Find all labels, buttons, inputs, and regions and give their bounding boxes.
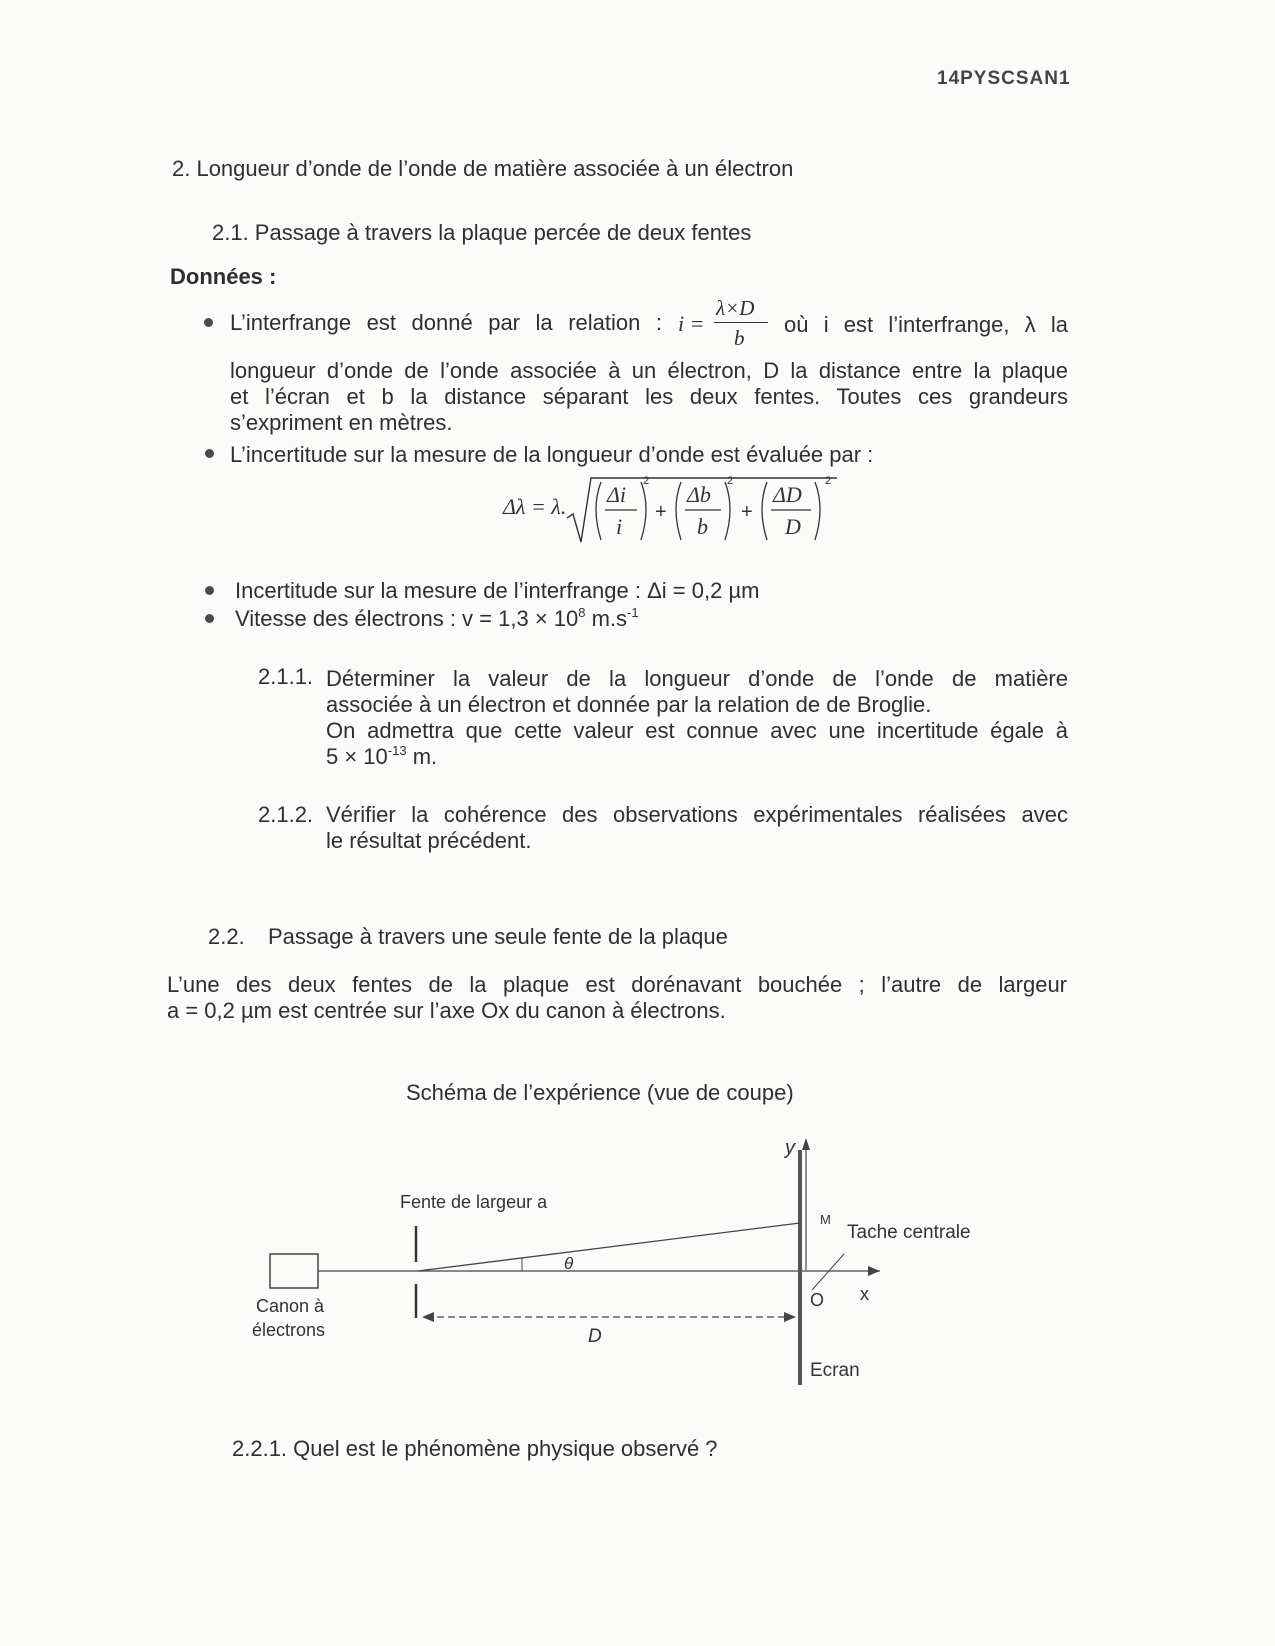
formula-i-numerator: λ×D bbox=[716, 296, 755, 320]
formula-i-fraction-bar bbox=[714, 322, 768, 323]
bullet-1-tail: où i est l’interfrange, λ la bbox=[784, 312, 1068, 337]
q211-line-2: associée à un électron et donnée par la relation de de Broglie. bbox=[326, 692, 932, 717]
label-O: O bbox=[810, 1290, 825, 1310]
label-x: x bbox=[860, 1284, 869, 1304]
bullet-3-dot bbox=[205, 586, 214, 595]
distance-D-arrow-left bbox=[422, 1312, 434, 1322]
para-2-2-line-1: L’une des deux fentes de la plaque est dorénavant bouchée ; l’autre de largeur bbox=[167, 972, 1067, 997]
label-D: D bbox=[588, 1326, 602, 1347]
q211-line-1: Déterminer la valeur de la longueur d’onde de l’onde de matière bbox=[326, 666, 1068, 691]
bullet-1-lead: L’interfrange est donné par la relation : bbox=[230, 310, 662, 335]
term-3-denominator: D bbox=[785, 514, 801, 539]
figure-caption: Schéma de l’expérience (vue de coupe) bbox=[406, 1080, 794, 1105]
bullet-1 bbox=[230, 296, 1068, 436]
term-1-exponent: 2 bbox=[643, 475, 650, 487]
section-2-1-title: 2.1. Passage à travers la plaque percée de deux fentes bbox=[212, 220, 752, 245]
tache-pointer bbox=[812, 1254, 844, 1290]
q211-line-3: On admettra que cette valeur est connue avec une incertitude égale à bbox=[326, 718, 1068, 743]
q221-text: 2.2.1. Quel est le phénomène physique observé ? bbox=[232, 1436, 718, 1461]
bullet-4-text: Vitesse des électrons : v = 1,3 × 10 bbox=[235, 606, 579, 631]
q211-value: 5 × 10 bbox=[326, 744, 388, 769]
term-3-exponent: 2 bbox=[825, 475, 832, 487]
bullet-3-text: Incertitude sur la mesure de l’interfrange : Δi = 0,2 µm bbox=[235, 578, 760, 603]
bullet-2-dot bbox=[205, 449, 214, 458]
section-2-2-title: Passage à travers une seule fente de la plaque bbox=[268, 924, 728, 949]
document-code: 14PYSCSAN1 bbox=[937, 68, 1071, 89]
bullet-1-line-4: s’expriment en mètres. bbox=[230, 410, 453, 435]
para-2-2-line-2: a = 0,2 µm est centrée sur l’axe Ox du canon à électrons. bbox=[167, 998, 726, 1023]
q211-exponent: -13 bbox=[387, 743, 407, 758]
q212-line-1: Vérifier la cohérence des observations expérimentales réalisées avec bbox=[326, 802, 1068, 827]
q212-line-2: le résultat précédent. bbox=[326, 828, 532, 853]
label-ecran: Ecran bbox=[810, 1360, 860, 1381]
experiment-diagram bbox=[240, 1130, 1000, 1400]
formula-i-denominator: b bbox=[734, 326, 745, 350]
bullet-1-dot bbox=[204, 318, 213, 327]
bullet-4-dot bbox=[205, 614, 214, 623]
bullet-4-exponent: 8 bbox=[578, 605, 586, 620]
q211-number: 2.1.1. bbox=[258, 664, 314, 689]
term-3-numerator: ΔD bbox=[773, 482, 802, 507]
term-1-denominator: i bbox=[616, 514, 623, 539]
plus-1: + bbox=[655, 501, 667, 523]
donnees-label: Données : bbox=[170, 264, 277, 289]
term-2-denominator: b bbox=[697, 514, 708, 539]
y-axis-arrow bbox=[802, 1138, 810, 1150]
q212-number: 2.1.2. bbox=[258, 802, 314, 827]
distance-D-arrow-right bbox=[784, 1312, 796, 1322]
bullet-2-text: L’incertitude sur la mesure de la longueur d’onde est évaluée par : bbox=[230, 442, 874, 467]
q211-unit: m. bbox=[406, 744, 438, 769]
section-2-2-number: 2.2. bbox=[208, 924, 245, 949]
label-M: M bbox=[820, 1212, 831, 1227]
label-theta: θ bbox=[564, 1254, 574, 1273]
ray-to-M bbox=[418, 1223, 800, 1271]
term-1-numerator: Δi bbox=[607, 482, 627, 507]
bullet-1-line-3: et l’écran et b la distance séparant les deux fentes. Toutes ces grandeurs bbox=[230, 384, 1068, 409]
electron-cannon-box bbox=[270, 1254, 318, 1288]
paren-open-1 bbox=[596, 482, 601, 540]
paren-open-3 bbox=[762, 482, 767, 540]
q211-line-4 bbox=[326, 744, 437, 770]
bullet-4-unit: m.s bbox=[585, 606, 628, 631]
label-slit: Fente de largeur a bbox=[400, 1192, 548, 1212]
uncertainty-formula bbox=[495, 470, 855, 550]
plus-2: + bbox=[741, 501, 753, 523]
x-axis-arrow bbox=[868, 1266, 880, 1276]
paren-close-2 bbox=[725, 482, 730, 540]
label-cannon-1: Canon à bbox=[256, 1296, 325, 1316]
bullet-1-line-2: longueur d’onde de l’onde associée à un électron, D la distance entre la plaque bbox=[230, 358, 1068, 383]
paren-close-3 bbox=[815, 482, 820, 540]
paren-open-2 bbox=[676, 482, 681, 540]
term-2-numerator: Δb bbox=[687, 482, 711, 507]
formula-dl-lhs: Δλ = λ. bbox=[503, 494, 567, 519]
label-y: y bbox=[785, 1137, 795, 1159]
bullet-4 bbox=[235, 606, 639, 632]
section-2-title: 2. Longueur d’onde de l’onde de matière associée à un électron bbox=[172, 156, 794, 181]
label-cannon-2: électrons bbox=[252, 1320, 326, 1340]
label-tache-centrale: Tache centrale bbox=[847, 1222, 971, 1243]
paren-close-1 bbox=[641, 482, 646, 540]
bullet-4-unit-exponent: -1 bbox=[627, 605, 639, 620]
formula-i-lhs: i = bbox=[678, 311, 705, 336]
term-2-exponent: 2 bbox=[727, 475, 734, 487]
